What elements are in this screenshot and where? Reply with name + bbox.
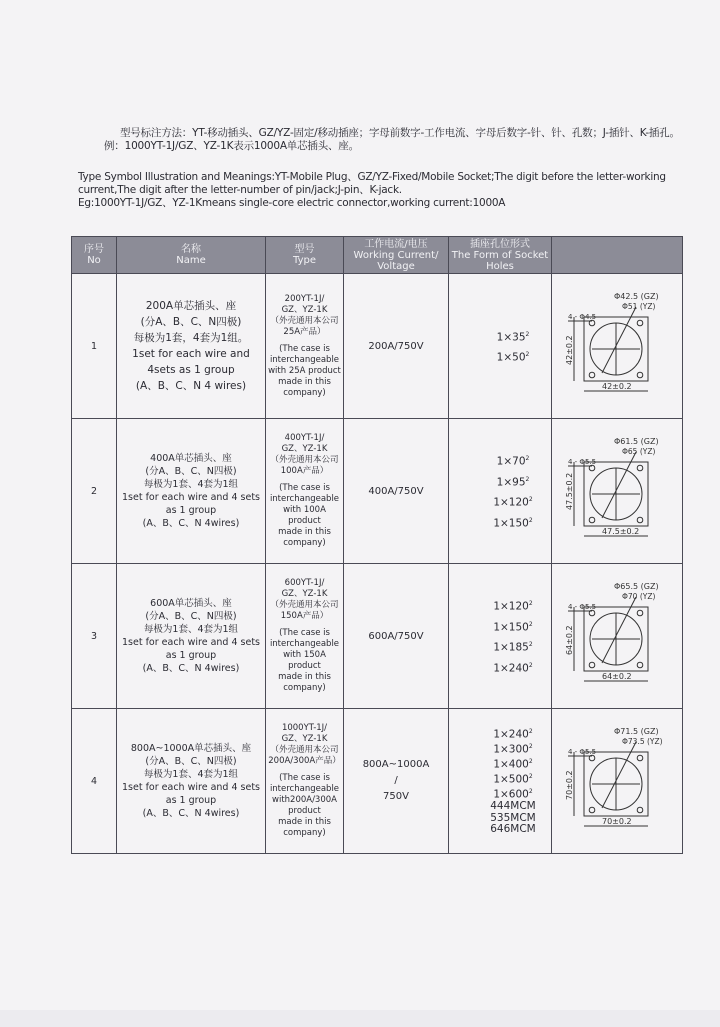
row-no xyxy=(72,709,117,854)
type-line: company) xyxy=(283,683,326,693)
hole-spec: $1\times 500^2$ xyxy=(493,773,533,786)
row-type xyxy=(266,564,344,709)
type-line: 400YT-1J/ xyxy=(284,433,325,443)
inner-diameter-label: Φ65 (YZ) xyxy=(622,447,656,456)
name-line: 每极为1套、4套为1组 xyxy=(143,769,239,780)
hole-spec: 444MCM xyxy=(490,800,536,813)
current-voltage-line: 750V xyxy=(383,791,409,802)
page-bottom-shade xyxy=(0,1010,720,1027)
header-diagram xyxy=(552,237,683,274)
header-current-voltage: 工作电流/电压 Working Current/ Voltage xyxy=(344,237,449,274)
type-line: GZ、YZ-1K xyxy=(281,734,328,744)
type-line: with200A/300A product xyxy=(272,795,337,816)
hole-spec: $1\times 35^2$ xyxy=(496,330,530,343)
type-line: interchangeable xyxy=(269,784,340,794)
row-number: 2 xyxy=(90,485,98,497)
name-line: as 1 group xyxy=(165,650,217,661)
type-line: 100A产品） xyxy=(280,466,329,476)
type-line: made in this xyxy=(278,376,331,387)
row-socket-holes xyxy=(449,419,552,564)
outer-diameter-label: Φ61.5 (GZ) xyxy=(614,437,659,446)
intro-cn-line1: 型号标注方法：YT-移动插头、GZ/YZ-固定/移动插座；字母前数字-工作电流、字母后数字-针、针、孔数；J-插针、K-插孔。 xyxy=(120,127,680,139)
type-line: with 25A product xyxy=(268,365,341,376)
table-row xyxy=(72,419,683,564)
row-name xyxy=(117,709,266,854)
name-line: (A、B、C、N 4wires) xyxy=(142,518,240,529)
row-current-voltage xyxy=(344,564,449,709)
row-number: 4 xyxy=(90,775,98,787)
row-number: 3 xyxy=(90,630,98,642)
intro-en-line2: Eg:1000YT-1J/GZ、YZ-1Kmeans single-core electric connector,working current:1000A xyxy=(78,197,506,209)
type-line: （外壳通用本公司 xyxy=(270,600,339,610)
row-name xyxy=(117,564,266,709)
name-line: 400A单芯插头、座 xyxy=(150,453,232,464)
screw-hole-label: 4 - Φ5.5 xyxy=(568,748,597,756)
type-line: （外壳通用本公司 xyxy=(270,315,339,326)
table-header-row xyxy=(72,237,683,274)
row-name xyxy=(117,419,266,564)
hole-spec: $1\times 240^2$ xyxy=(493,728,533,741)
height-dimension-label: 64±0.2 xyxy=(565,625,574,655)
screw-hole-label: 4 - Φ4.5 xyxy=(568,313,597,321)
type-line: interchangeable xyxy=(269,639,340,649)
inner-diameter-label: Φ51 (YZ) xyxy=(622,302,656,311)
row-current-voltage xyxy=(344,419,449,564)
name-line: 800A~1000A单芯插头、座 xyxy=(130,743,252,754)
type-line: made in this xyxy=(278,817,331,827)
screw-hole xyxy=(637,517,643,523)
current-voltage-line: / xyxy=(394,775,398,786)
current-voltage-value: 600A/750V xyxy=(368,630,424,642)
outer-diameter-label: Φ65.5 (GZ) xyxy=(614,582,659,591)
type-line: （外壳通用本公司 xyxy=(270,745,339,755)
name-line: 1set for each wire and 4 sets xyxy=(122,492,260,503)
width-dimension-label: 47.5±0.2 xyxy=(602,527,640,536)
name-line: (分A、B、C、N四极) xyxy=(140,316,242,328)
type-line: 200YT-1J/ xyxy=(284,293,325,304)
row-diagram xyxy=(552,419,683,564)
type-line: 150A产品） xyxy=(280,611,329,621)
current-voltage-value: 400A/750V xyxy=(368,485,424,497)
hole-spec: 646MCM xyxy=(490,823,536,836)
type-line: 1000YT-1J/ xyxy=(281,723,328,733)
row-number: 1 xyxy=(90,340,98,352)
type-line: interchangeable xyxy=(269,494,340,504)
inner-diameter-label: Φ73.5 (YZ) xyxy=(622,737,663,746)
row-no xyxy=(72,274,117,419)
hole-spec: $1\times 400^2$ xyxy=(493,758,533,771)
hole-spec: $1\times 120^2$ xyxy=(493,600,533,613)
type-line: 200A/300A产品） xyxy=(268,756,341,766)
outer-diameter-label: Φ42.5 (GZ) xyxy=(614,292,659,301)
type-line: made in this xyxy=(278,672,331,682)
hole-spec: $1\times 150^2$ xyxy=(493,516,533,529)
row-socket-holes xyxy=(449,709,552,854)
hole-spec: $1\times 185^2$ xyxy=(493,641,533,654)
row-current-voltage xyxy=(344,709,449,854)
height-dimension-label: 47.5±0.2 xyxy=(565,472,574,510)
type-line: 600YT-1J/ xyxy=(284,578,325,588)
type-line: GZ、YZ-1K xyxy=(281,589,328,599)
table-row xyxy=(72,274,683,419)
header-socket-holes: 插座孔位形式 The Form of Socket Holes xyxy=(449,237,552,274)
row-diagram xyxy=(552,564,683,709)
socket-hole-diagram xyxy=(562,577,672,695)
name-line: 1set for each wire and 4 sets xyxy=(122,637,260,648)
type-line: GZ、YZ-1K xyxy=(281,304,328,315)
name-line: 600A单芯插头、座 xyxy=(150,598,232,609)
intro-en-line1: Type Symbol Illustration and Meanings:YT-Mobile Plug、GZ/YZ-Fixed/Mobile Socket;The digit before the letter-working current,The digit after the letter-number of pin/jack;J-pin、K-jack. xyxy=(78,171,666,196)
socket-hole-diagram xyxy=(562,432,672,550)
hole-spec: $1\times 150^2$ xyxy=(493,620,533,633)
name-line: (分A、B、C、N四极) xyxy=(145,611,237,622)
socket-hole-diagram xyxy=(562,287,672,405)
screw-hole-label: 4 - Φ5.5 xyxy=(568,458,597,466)
row-type xyxy=(266,419,344,564)
name-line: 每极为1套、4套为1组 xyxy=(143,624,239,635)
type-line: (The case is xyxy=(279,343,330,354)
type-line: made in this xyxy=(278,527,331,537)
row-type xyxy=(266,709,344,854)
type-line: company) xyxy=(283,387,326,398)
hole-spec: $1\times 240^2$ xyxy=(493,661,533,674)
screw-hole xyxy=(637,372,643,378)
name-line: (A、B、C、N 4 wires) xyxy=(135,380,247,392)
type-line: interchangeable xyxy=(269,354,340,365)
name-line: as 1 group xyxy=(165,795,217,806)
height-dimension-label: 70±0.2 xyxy=(565,770,574,800)
name-line: (分A、B、C、N四极) xyxy=(145,756,237,767)
name-line: 每极为1套、4套为1组 xyxy=(143,479,239,490)
type-line: (The case is xyxy=(279,483,330,493)
header-type: 型号 Type xyxy=(266,237,344,274)
row-diagram xyxy=(552,274,683,419)
screw-hole xyxy=(637,320,643,326)
name-line: 1set for each wire and 4 sets xyxy=(122,782,260,793)
height-dimension-label: 42±0.2 xyxy=(565,335,574,365)
table-row xyxy=(72,709,683,854)
type-line: GZ、YZ-1K xyxy=(281,444,328,454)
current-voltage-line: 800A~1000A xyxy=(362,759,430,770)
width-dimension-label: 42±0.2 xyxy=(602,382,632,391)
width-dimension-label: 70±0.2 xyxy=(602,817,632,826)
header-no: 序号 No xyxy=(72,237,117,274)
width-dimension-label: 64±0.2 xyxy=(602,672,632,681)
screw-hole xyxy=(637,662,643,668)
type-line: (The case is xyxy=(279,773,330,783)
header-name: 名称 Name xyxy=(117,237,266,274)
spec-table xyxy=(71,236,683,854)
hole-spec: $1\times 120^2$ xyxy=(493,496,533,509)
screw-hole xyxy=(637,755,643,761)
name-line: (A、B、C、N 4wires) xyxy=(142,808,240,819)
type-line: company) xyxy=(283,538,326,548)
name-line: as 1 group xyxy=(165,505,217,516)
name-line: (分A、B、C、N四极) xyxy=(145,466,237,477)
hole-spec: $1\times 95^2$ xyxy=(496,475,530,488)
screw-hole xyxy=(637,610,643,616)
hole-spec: $1\times 70^2$ xyxy=(496,455,530,468)
intro-cn-line2: 例：1000YT-1J/GZ、YZ-1K表示1000A单芯插头、座。 xyxy=(104,140,359,152)
type-line: with 150A product xyxy=(283,650,326,671)
row-socket-holes xyxy=(449,564,552,709)
type-line: with 100A product xyxy=(283,505,326,526)
screw-hole xyxy=(589,807,595,813)
name-line: 200A单芯插头、座 xyxy=(145,300,237,312)
name-line: 每极为1套，4套为1组。 xyxy=(133,332,249,344)
outer-diameter-label: Φ71.5 (GZ) xyxy=(614,727,659,736)
type-line: company) xyxy=(283,828,326,838)
type-line: 25A产品） xyxy=(283,326,326,337)
row-no xyxy=(72,564,117,709)
table-row xyxy=(72,564,683,709)
hole-spec: $1\times 300^2$ xyxy=(493,743,533,756)
screw-hole xyxy=(637,807,643,813)
name-line: (A、B、C、N 4wires) xyxy=(142,663,240,674)
screw-hole-label: 4 - Φ5.5 xyxy=(568,603,597,611)
type-line: (The case is xyxy=(279,628,330,638)
row-current-voltage xyxy=(344,274,449,419)
hole-spec: $1\times 50^2$ xyxy=(496,351,530,364)
row-name xyxy=(117,274,266,419)
hole-spec: 535MCM xyxy=(490,811,536,824)
socket-hole-diagram xyxy=(562,722,672,840)
row-diagram xyxy=(552,709,683,854)
screw-hole xyxy=(589,372,595,378)
row-type xyxy=(266,274,344,419)
hole-spec: $1\times 600^2$ xyxy=(493,788,533,801)
screw-hole xyxy=(637,465,643,471)
row-socket-holes xyxy=(449,274,552,419)
type-line: （外壳通用本公司 xyxy=(270,455,339,465)
inner-diameter-label: Φ70 (YZ) xyxy=(622,592,656,601)
screw-hole xyxy=(589,662,595,668)
screw-hole xyxy=(589,517,595,523)
name-line: 1set for each wire and xyxy=(132,348,250,360)
row-no xyxy=(72,419,117,564)
name-line: 4sets as 1 group xyxy=(147,364,235,376)
current-voltage-value: 200A/750V xyxy=(368,340,424,352)
